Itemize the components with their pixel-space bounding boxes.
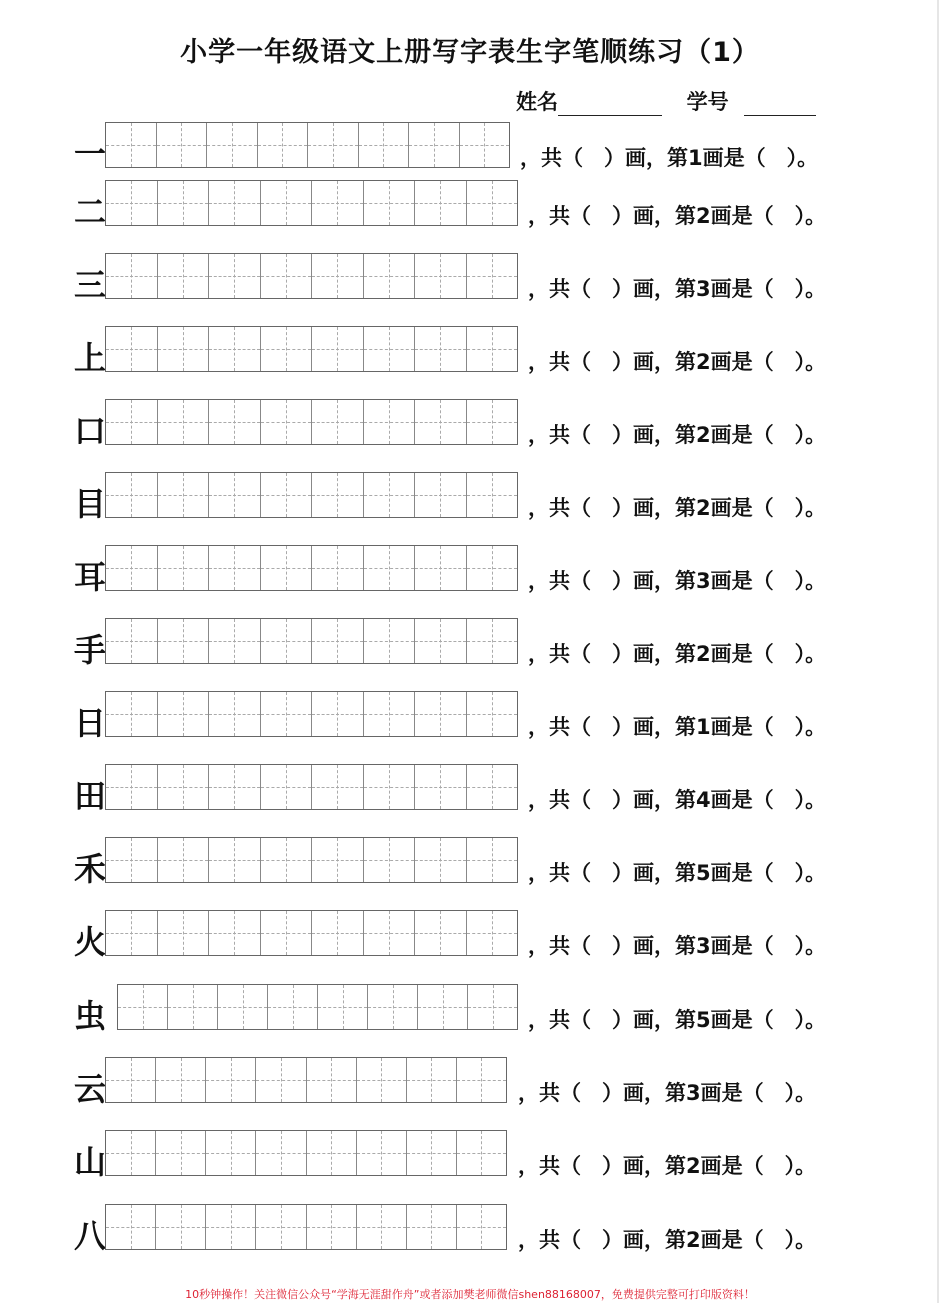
- grid-cell[interactable]: [261, 838, 313, 882]
- grid-cell[interactable]: [364, 473, 416, 517]
- practice-row: [0, 1130, 900, 1188]
- grid-cell[interactable]: [364, 838, 416, 882]
- practice-character: 二: [73, 193, 106, 231]
- grid-cell[interactable]: [106, 254, 158, 298]
- grid-cell[interactable]: [467, 692, 518, 736]
- grid-cell[interactable]: [467, 181, 518, 225]
- grid-cell[interactable]: [407, 1205, 457, 1249]
- grid-cell[interactable]: [106, 546, 158, 590]
- grid-cell[interactable]: [106, 181, 158, 225]
- grid-cell[interactable]: [467, 473, 518, 517]
- practice-row: [0, 910, 900, 968]
- grid-cell[interactable]: [106, 1058, 156, 1102]
- practice-row: [0, 122, 900, 180]
- grid-cell[interactable]: [158, 400, 210, 444]
- practice-character: 手: [73, 631, 106, 669]
- grid-cell[interactable]: [318, 985, 368, 1029]
- writing-grid[interactable]: [105, 326, 518, 372]
- grid-cell[interactable]: [364, 400, 416, 444]
- grid-cell[interactable]: [209, 473, 261, 517]
- grid-cell[interactable]: [158, 838, 210, 882]
- student-id-blank[interactable]: [744, 95, 816, 116]
- grid-cell[interactable]: [307, 1058, 357, 1102]
- grid-cell[interactable]: [415, 327, 467, 371]
- writing-grid[interactable]: [105, 180, 518, 226]
- writing-grid[interactable]: [105, 764, 518, 810]
- grid-cell[interactable]: [118, 985, 168, 1029]
- grid-cell[interactable]: [418, 985, 468, 1029]
- grid-cell[interactable]: [468, 985, 517, 1029]
- grid-cell[interactable]: [256, 1131, 306, 1175]
- practice-row: [0, 764, 900, 822]
- stroke-question: ，共（ ）画，第2画是（ ）。: [528, 642, 827, 666]
- practice-row: [0, 472, 900, 530]
- grid-cell[interactable]: [467, 400, 518, 444]
- grid-cell[interactable]: [364, 546, 416, 590]
- grid-cell[interactable]: [209, 692, 261, 736]
- grid-cell[interactable]: [207, 123, 258, 167]
- practice-character: 耳: [73, 558, 106, 596]
- grid-cell[interactable]: [312, 546, 364, 590]
- grid-cell[interactable]: [312, 692, 364, 736]
- practice-row: [0, 1204, 900, 1262]
- stroke-question: ，共（ ）画，第3画是（ ）。: [528, 277, 827, 301]
- grid-cell[interactable]: [467, 765, 518, 809]
- grid-cell[interactable]: [209, 327, 261, 371]
- stroke-question: ，共（ ）画，第5画是（ ）。: [528, 1008, 827, 1032]
- grid-cell[interactable]: [261, 327, 313, 371]
- stroke-question: ，共（ ）画，第1画是（ ）。: [528, 715, 827, 739]
- practice-character: 虫: [73, 997, 106, 1035]
- practice-row: [0, 984, 900, 1042]
- grid-cell[interactable]: [156, 1205, 206, 1249]
- practice-row: [0, 1057, 900, 1115]
- writing-grid[interactable]: [105, 472, 518, 518]
- grid-cell[interactable]: [209, 400, 261, 444]
- stroke-question: ，共（ ）画，第3画是（ ）。: [528, 569, 827, 593]
- grid-cell[interactable]: [209, 838, 261, 882]
- grid-cell[interactable]: [261, 619, 313, 663]
- grid-cell[interactable]: [457, 1131, 506, 1175]
- practice-character: 日: [73, 704, 106, 742]
- grid-cell[interactable]: [357, 1058, 407, 1102]
- writing-grid[interactable]: [105, 691, 518, 737]
- grid-cell[interactable]: [357, 1131, 407, 1175]
- grid-cell[interactable]: [308, 123, 359, 167]
- grid-cell[interactable]: [368, 985, 418, 1029]
- grid-cell[interactable]: [261, 911, 313, 955]
- practice-row: [0, 618, 900, 676]
- practice-row: [0, 326, 900, 384]
- grid-cell[interactable]: [415, 400, 467, 444]
- practice-character: 三: [73, 266, 106, 304]
- writing-grid[interactable]: [105, 1130, 507, 1176]
- grid-cell[interactable]: [209, 254, 261, 298]
- grid-cell[interactable]: [218, 985, 268, 1029]
- grid-cell[interactable]: [158, 327, 210, 371]
- practice-character: 禾: [73, 850, 106, 888]
- stroke-question: ，共（ ）画，第1画是（ ）。: [520, 146, 819, 170]
- grid-cell[interactable]: [312, 473, 364, 517]
- grid-cell[interactable]: [209, 181, 261, 225]
- grid-cell[interactable]: [364, 765, 416, 809]
- grid-cell[interactable]: [261, 473, 313, 517]
- grid-cell[interactable]: [106, 692, 158, 736]
- grid-cell[interactable]: [209, 911, 261, 955]
- practice-row: [0, 253, 900, 311]
- grid-cell[interactable]: [364, 619, 416, 663]
- grid-cell[interactable]: [206, 1205, 256, 1249]
- grid-cell[interactable]: [106, 765, 158, 809]
- grid-cell[interactable]: [261, 692, 313, 736]
- grid-cell[interactable]: [467, 911, 518, 955]
- practice-character: 山: [73, 1143, 106, 1181]
- grid-cell[interactable]: [415, 546, 467, 590]
- practice-character: 一: [73, 135, 106, 173]
- practice-row: [0, 180, 900, 238]
- writing-grid[interactable]: [105, 837, 518, 883]
- grid-cell[interactable]: [415, 619, 467, 663]
- grid-cell[interactable]: [307, 1205, 357, 1249]
- practice-character: 八: [73, 1217, 106, 1255]
- grid-cell[interactable]: [156, 1131, 206, 1175]
- footer-note: 10秒钟操作！关注微信公众号“学海无涯甜作舟”或者添加樊老师微信shen88168007，免费提供完整可打印版资料！: [185, 1288, 755, 1301]
- grid-cell[interactable]: [158, 911, 210, 955]
- grid-cell[interactable]: [415, 181, 467, 225]
- grid-cell[interactable]: [467, 546, 518, 590]
- grid-cell[interactable]: [415, 838, 467, 882]
- practice-character: 火: [73, 923, 106, 961]
- grid-cell[interactable]: [158, 765, 210, 809]
- grid-cell[interactable]: [312, 619, 364, 663]
- stroke-question: ，共（ ）画，第2画是（ ）。: [518, 1228, 817, 1252]
- grid-cell[interactable]: [312, 327, 364, 371]
- practice-character: 目: [73, 485, 106, 523]
- grid-cell[interactable]: [457, 1058, 506, 1102]
- grid-cell[interactable]: [307, 1131, 357, 1175]
- grid-cell[interactable]: [415, 473, 467, 517]
- writing-grid[interactable]: [105, 545, 518, 591]
- stroke-question: ，共（ ）画，第2画是（ ）。: [528, 496, 827, 520]
- grid-cell[interactable]: [364, 327, 416, 371]
- grid-cell[interactable]: [106, 400, 158, 444]
- writing-grid[interactable]: [105, 910, 518, 956]
- grid-cell[interactable]: [261, 546, 313, 590]
- grid-cell[interactable]: [168, 985, 218, 1029]
- grid-cell[interactable]: [158, 254, 210, 298]
- writing-grid[interactable]: [117, 984, 518, 1030]
- writing-grid[interactable]: [105, 1204, 507, 1250]
- grid-cell[interactable]: [261, 181, 313, 225]
- grid-cell[interactable]: [158, 619, 210, 663]
- practice-character: 上: [73, 339, 106, 377]
- grid-cell[interactable]: [106, 1131, 156, 1175]
- stroke-question: ，共（ ）画，第3画是（ ）。: [528, 934, 827, 958]
- grid-cell[interactable]: [106, 911, 158, 955]
- writing-grid[interactable]: [105, 618, 518, 664]
- grid-cell[interactable]: [407, 1058, 457, 1102]
- grid-cell[interactable]: [415, 911, 467, 955]
- grid-cell[interactable]: [357, 1205, 407, 1249]
- grid-cell[interactable]: [467, 254, 518, 298]
- practice-character: 云: [73, 1070, 106, 1108]
- grid-cell[interactable]: [256, 1205, 306, 1249]
- stroke-question: ，共（ ）画，第3画是（ ）。: [518, 1081, 817, 1105]
- grid-cell[interactable]: [158, 546, 210, 590]
- writing-grid[interactable]: [105, 253, 518, 299]
- grid-cell[interactable]: [261, 254, 313, 298]
- practice-row: [0, 691, 900, 749]
- student-id-label: 学号: [686, 90, 729, 114]
- name-blank[interactable]: [558, 95, 662, 116]
- grid-cell[interactable]: [256, 1058, 306, 1102]
- grid-cell[interactable]: [312, 254, 364, 298]
- practice-row: [0, 545, 900, 603]
- grid-cell[interactable]: [158, 473, 210, 517]
- grid-cell[interactable]: [106, 123, 157, 167]
- stroke-question: ，共（ ）画，第2画是（ ）。: [528, 204, 827, 228]
- page-title: 小学一年级语文上册写字表生字笔顺练习（1）: [180, 37, 760, 68]
- name-label: 姓名: [516, 90, 558, 114]
- grid-cell[interactable]: [364, 254, 416, 298]
- grid-cell[interactable]: [415, 254, 467, 298]
- grid-cell[interactable]: [460, 123, 510, 167]
- grid-cell[interactable]: [209, 619, 261, 663]
- grid-cell[interactable]: [467, 838, 518, 882]
- grid-cell[interactable]: [409, 123, 460, 167]
- stroke-question: ，共（ ）画，第2画是（ ）。: [528, 350, 827, 374]
- grid-cell[interactable]: [158, 181, 210, 225]
- grid-cell[interactable]: [106, 1205, 156, 1249]
- writing-grid[interactable]: [105, 399, 518, 445]
- grid-cell[interactable]: [312, 911, 364, 955]
- practice-row: [0, 837, 900, 895]
- grid-cell[interactable]: [156, 1058, 206, 1102]
- writing-grid[interactable]: [105, 122, 510, 168]
- stroke-question: ，共（ ）画，第4画是（ ）。: [528, 788, 827, 812]
- stroke-question: ，共（ ）画，第2画是（ ）。: [518, 1154, 817, 1178]
- grid-cell[interactable]: [209, 765, 261, 809]
- grid-cell[interactable]: [206, 1058, 256, 1102]
- grid-cell[interactable]: [312, 400, 364, 444]
- grid-cell[interactable]: [209, 546, 261, 590]
- grid-cell[interactable]: [364, 181, 416, 225]
- grid-cell[interactable]: [364, 911, 416, 955]
- grid-cell[interactable]: [106, 473, 158, 517]
- writing-grid[interactable]: [105, 1057, 507, 1103]
- grid-cell[interactable]: [312, 838, 364, 882]
- grid-cell[interactable]: [106, 838, 158, 882]
- practice-character: 田: [73, 777, 106, 815]
- grid-cell[interactable]: [467, 619, 518, 663]
- grid-cell[interactable]: [261, 765, 313, 809]
- grid-cell[interactable]: [467, 327, 518, 371]
- stroke-question: ，共（ ）画，第5画是（ ）。: [528, 861, 827, 885]
- grid-cell[interactable]: [157, 123, 208, 167]
- grid-cell[interactable]: [312, 181, 364, 225]
- grid-cell[interactable]: [206, 1131, 256, 1175]
- grid-cell[interactable]: [407, 1131, 457, 1175]
- practice-character: 口: [73, 412, 106, 450]
- grid-cell[interactable]: [415, 765, 467, 809]
- grid-cell[interactable]: [258, 123, 309, 167]
- grid-cell[interactable]: [457, 1205, 506, 1249]
- grid-cell[interactable]: [106, 327, 158, 371]
- grid-cell[interactable]: [261, 400, 313, 444]
- practice-row: [0, 399, 900, 457]
- grid-cell[interactable]: [158, 692, 210, 736]
- grid-cell[interactable]: [415, 692, 467, 736]
- grid-cell[interactable]: [106, 619, 158, 663]
- grid-cell[interactable]: [268, 985, 318, 1029]
- stroke-question: ，共（ ）画，第2画是（ ）。: [528, 423, 827, 447]
- grid-cell[interactable]: [312, 765, 364, 809]
- grid-cell[interactable]: [359, 123, 410, 167]
- student-info: [516, 86, 816, 116]
- grid-cell[interactable]: [364, 692, 416, 736]
